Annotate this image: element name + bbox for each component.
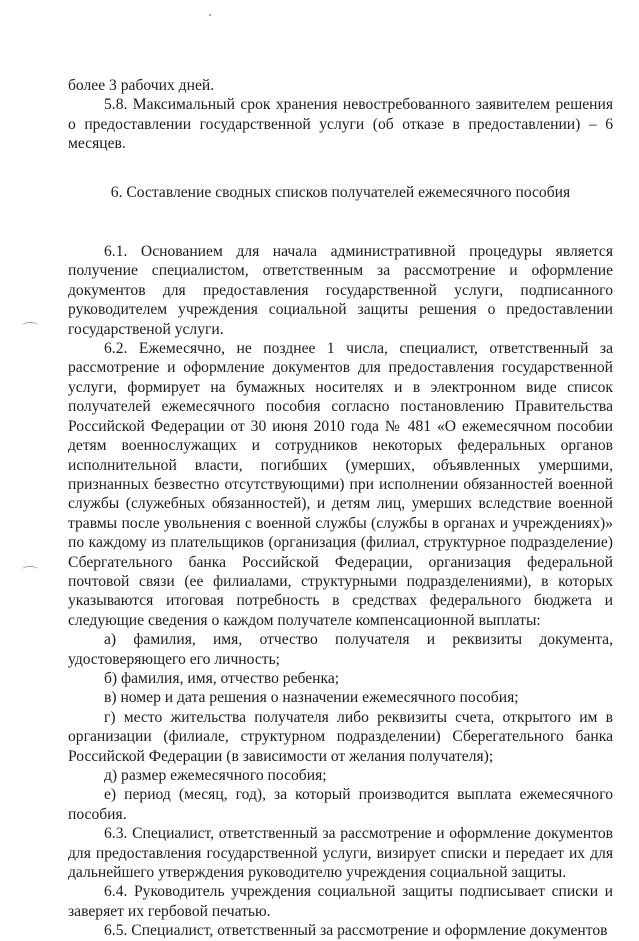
list-item-v: в) номер и дата решения о назначении ежемесячного пособия; bbox=[104, 689, 519, 707]
list-item-b: б) фамилия, имя, отчество ребенка; bbox=[104, 669, 340, 687]
paragraph-6-3: 6.3. Специалист, ответственный за рассмотрение и оформление документов для предоставления государственной услуги, визирует списки и передает их для дальнейшего утверждения руководителю учреждения социальной защиты. bbox=[68, 825, 613, 882]
document-body bbox=[68, 76, 613, 941]
list-item-a: а) фамилия, имя, отчество получателя и реквизиты документа, удостоверяющего его личность; bbox=[68, 631, 613, 668]
list-item-e: е) период (месяц, год), за который производится выплата ежемесячного пособия. bbox=[68, 786, 613, 823]
paragraph-6-5: 6.5. Специалист, ответственный за рассмотрение и оформление документов bbox=[104, 922, 608, 940]
list-item-g: г) место жительства получателя либо реквизиты счета, открытого им в организации (филиале, структурном подразделении) Сберегательного банка Российской Федерации (в зависимости от желания получателя); bbox=[68, 708, 613, 765]
list-item-d: д) размер ежемесячного пособия; bbox=[104, 767, 327, 784]
paragraph-continuation: более 3 рабочих дней. bbox=[68, 77, 215, 94]
paragraph-6-2: 6.2. Ежемесячно, не позднее 1 числа, специалист, ответственный за рассмотрение и оформление документов для предоставления государственной услуги, формирует на бумажных носителях и в электронном виде список получателей ежемесячного пособия согласно постановлению Правительства Российской Федерации от 30 июня 2010 года № 481 «О ежемесячном пособии детям военнослужащих и сотрудников некоторых федеральных органов исполнительной власти, погибших (умерших, объявленных умершими, признанных безвестно отсутствующими) при исполнении обязанностей военной службы (служебных обязанностей), и детям лиц, умерших вследствие военной травмы после увольнения с военной службы (службы в органах и учреждениях)» по каждому из плательщиков (организация (филиал, структурное подразделение) Сбергательного банка Российской Федерации, организация федеральной почтовой связи (ее филиалами, структурными подразделениями), в которых указываются итоговая потребность в средствах федерального бюджета и следующие сведения о каждом получателе компенсационной выплаты: bbox=[68, 340, 613, 629]
scan-mark-upper bbox=[22, 322, 38, 329]
scan-mark-lower bbox=[22, 566, 38, 573]
scan-speck bbox=[209, 14, 211, 16]
section-heading-6: 6. Составление сводных списков получателей ежемесячного пособия bbox=[110, 183, 571, 201]
paragraph-6-1: 6.1. Основанием для начала административной процедуры является получение специалистом, ответственным за рассмотрение и оформление документов для предоставления государственной услуги, подписанного руководителем учреждения социальной защиты решения о предоставлении государственой услуги. bbox=[68, 243, 613, 338]
paragraph-5-8: 5.8. Максимальный срок хранения невостребованного заявителем решения о предоставлении государственной услуги (об отказе в предоставлении) – 6 месяцев. bbox=[68, 96, 613, 153]
paragraph-6-4: 6.4. Руководитель учреждения социальной защиты подписывает списки и заверяет их гербовой печатью. bbox=[68, 883, 613, 920]
